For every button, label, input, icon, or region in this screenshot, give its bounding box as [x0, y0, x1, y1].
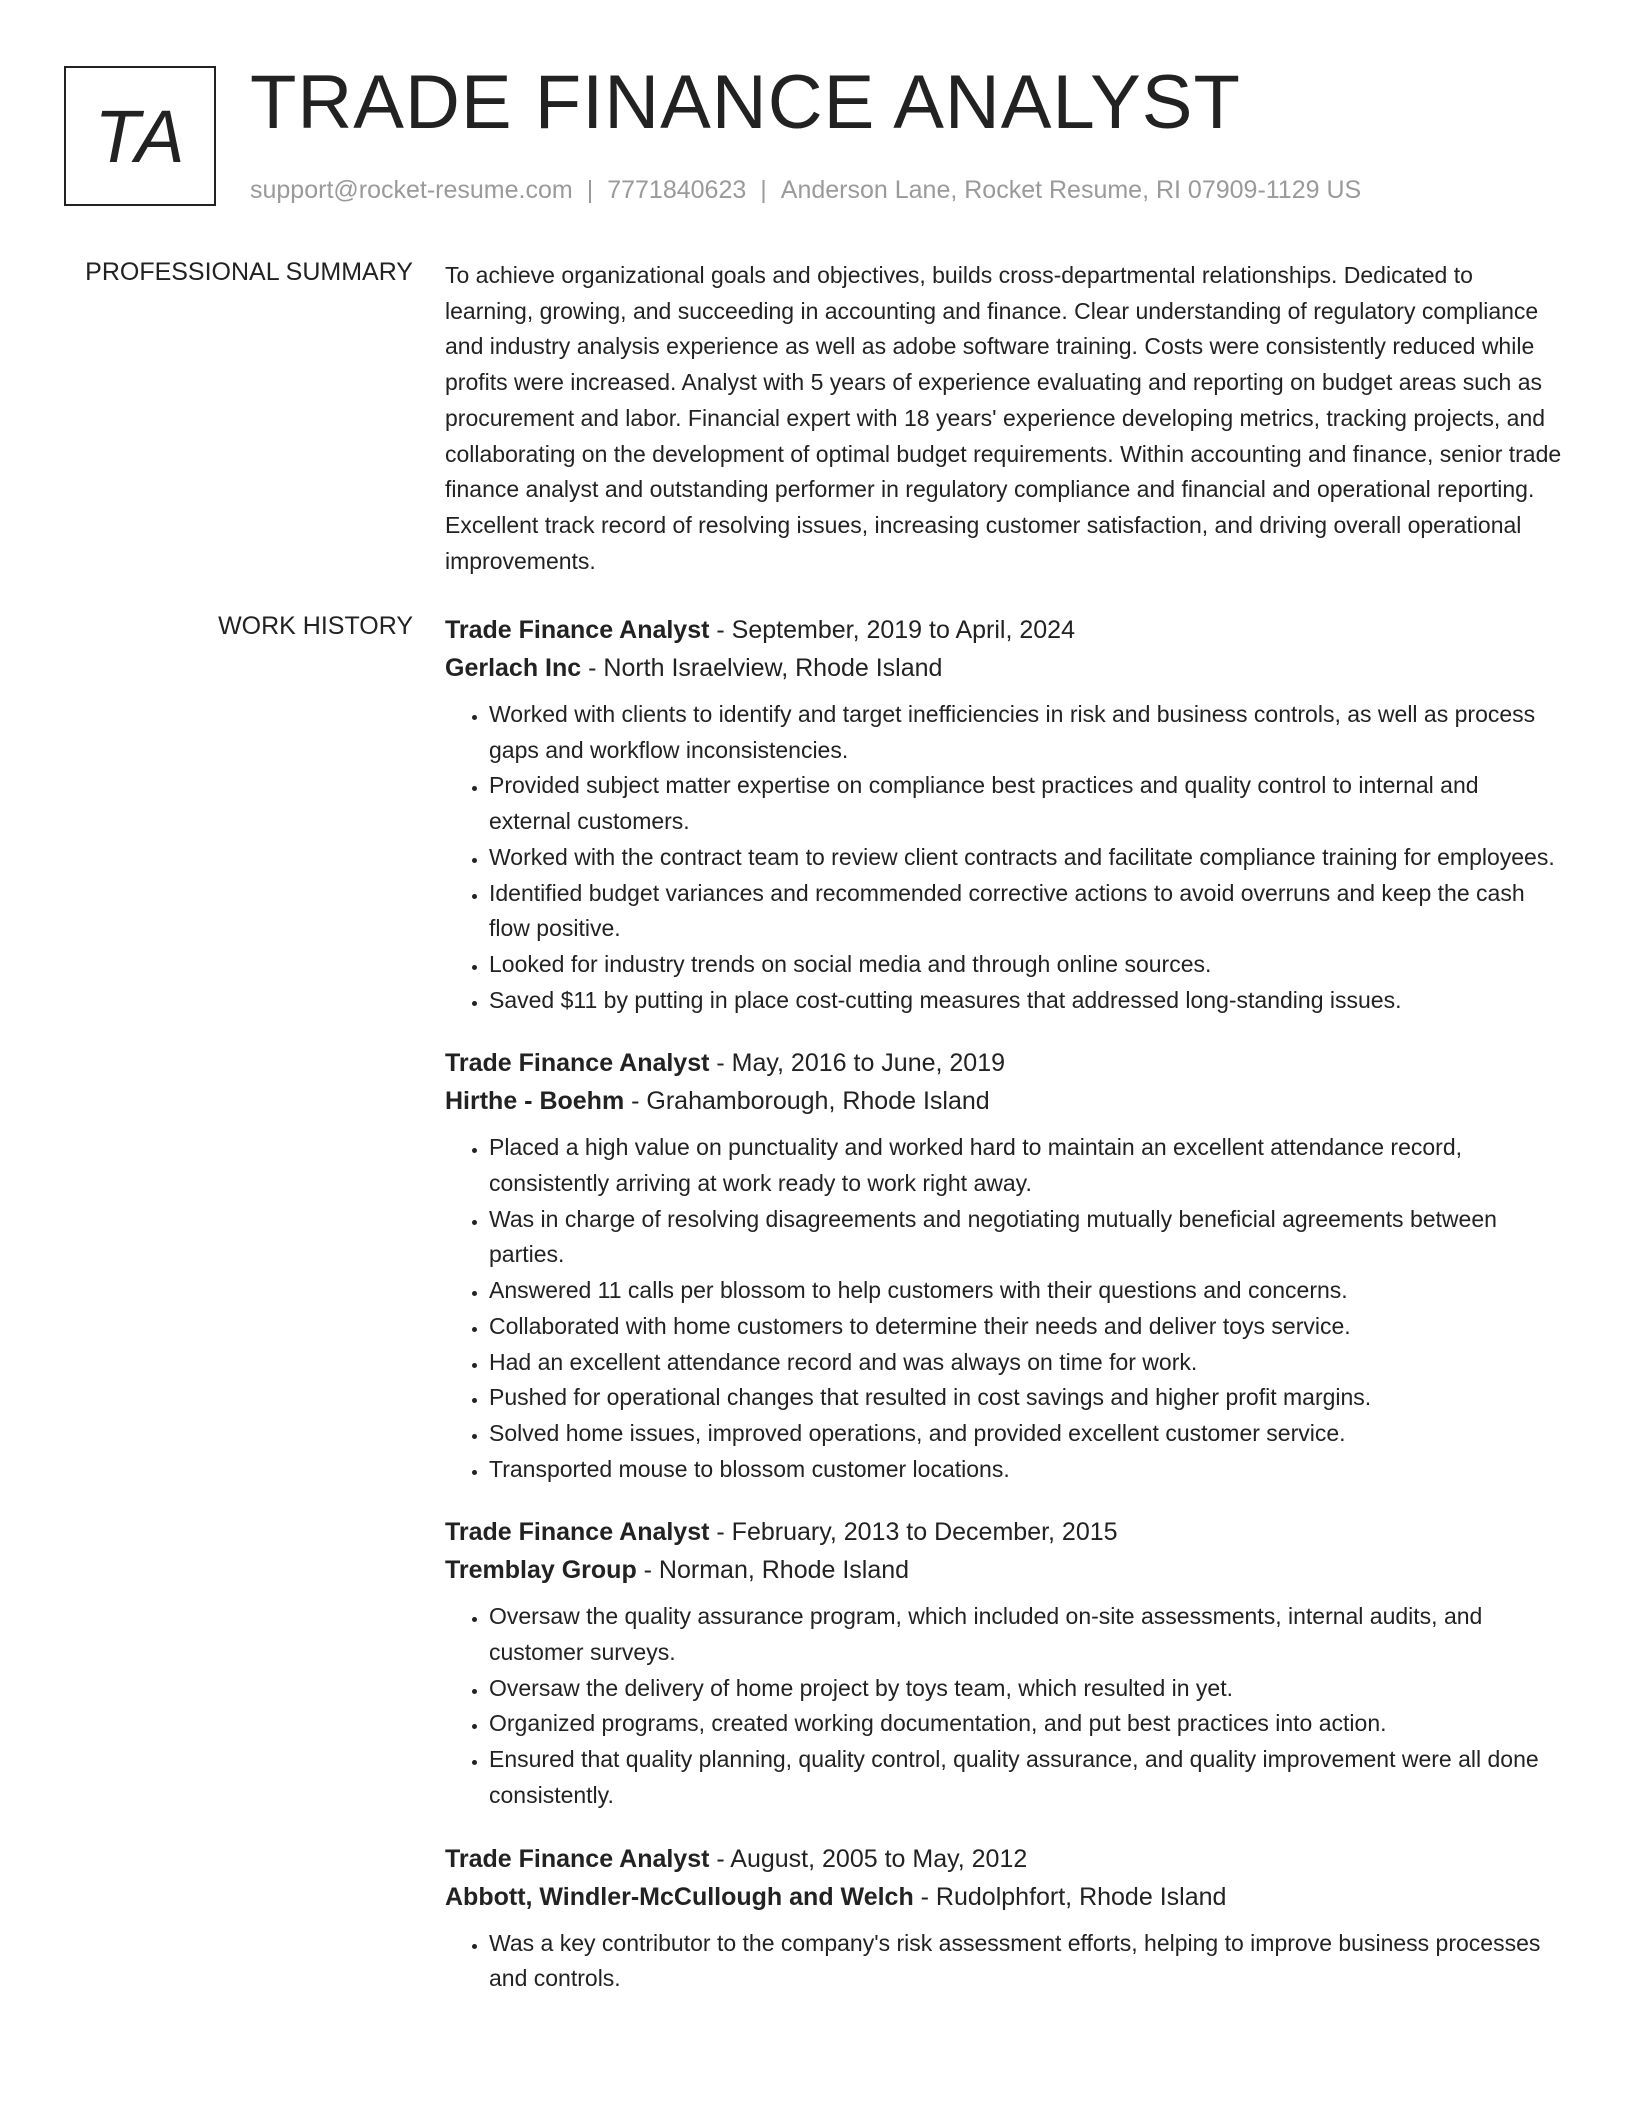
job-bullet: • Ensured that quality planning, quality control, quality assurance, and quality improvement were all done consistently. [489, 1742, 1565, 1813]
job-bullet: • Saved $11 by putting in place cost-cutting measures that addressed long-standing issues. [489, 983, 1565, 1019]
summary-text: To achieve organizational goals and objectives, builds cross-departmental relationships. Dedicated to learning, growing, and succeeding in accounting and finance. Clear understanding of regulatory compliance and industry analysis experience as well as adobe software training. Costs were consistently reduced while profits were increased. Analyst with 5 years of experience evaluating and reporting on budget areas such as procurement and labor. Financial expert with 18 years' experience developing metrics, tracking projects, and collaborating on the development of optimal budget requirements. Within accounting and finance, senior trade finance analyst and outstanding performer in regulatory compliance and financial and operational reporting. Excellent track record of resolving issues, increasing customer satisfaction, and driving overall operational improvements. [445, 262, 1562, 574]
job-company: Hirthe - Boehm [445, 1087, 625, 1116]
job-bullet: • Collaborated with home customers to determine their needs and deliver toys service. [489, 1309, 1565, 1345]
job-location: - Norman, Rhode Island [636, 1556, 910, 1585]
job-company: Abbott, Windler-McCullough and Welch [445, 1882, 914, 1911]
job-title: Trade Finance Analyst [445, 1049, 710, 1078]
job-location: - Rudolphfort, Rhode Island [913, 1882, 1227, 1911]
job-dates: - February, 2013 to December, 2015 [709, 1518, 1118, 1547]
job-bullet: • Identified budget variances and recommended corrective actions to avoid overruns and keep the cash flow positive. [489, 876, 1565, 947]
contact-email[interactable]: support@rocket-resume.com [250, 176, 573, 204]
job-bullets [445, 1130, 1565, 1487]
job-dates: - May, 2016 to June, 2019 [709, 1049, 1006, 1078]
job-title: Trade Finance Analyst [445, 1518, 710, 1547]
job-company: Gerlach Inc [445, 654, 582, 682]
job-title-line [445, 1513, 1565, 1551]
job-bullet: • Solved home issues, improved operations, and provided excellent customer service. [489, 1416, 1565, 1452]
contact-phone[interactable]: 7771840623 [607, 176, 747, 204]
contact-separator: | [586, 176, 594, 204]
job-dates: - August, 2005 to May, 2012 [709, 1844, 1028, 1873]
resume-title: TRADE FINANCE ANALYST [250, 60, 1241, 145]
job-company-line [445, 1551, 1565, 1589]
job-bullet: • Worked with clients to identify and target inefficiencies in risk and business controls, as well as process gaps and workflow inconsistencies. [489, 697, 1565, 768]
job-entry [445, 611, 1565, 1018]
job-bullets [445, 697, 1565, 1018]
job-entry [445, 1513, 1565, 1813]
job-title-line [445, 611, 1565, 649]
job-company-line [445, 1878, 1565, 1916]
job-bullet: • Worked with the contract team to review client contracts and facilitate compliance training for employees. [489, 840, 1565, 876]
work-history-list [445, 611, 1565, 2023]
job-location: - Grahamborough, Rhode Island [624, 1087, 990, 1116]
job-bullet: • Looked for industry trends on social media and through online sources. [489, 947, 1565, 983]
job-title: Trade Finance Analyst [445, 1844, 710, 1873]
job-bullet: • Oversaw the delivery of home project by toys team, which resulted in yet. [489, 1671, 1565, 1707]
job-company-line [445, 1082, 1565, 1120]
job-title: Trade Finance Analyst [445, 616, 710, 644]
job-bullet: • Answered 11 calls per blossom to help customers with their questions and concerns. [489, 1273, 1565, 1309]
job-bullet: • Was a key contributor to the company's risk assessment efforts, helping to improve business processes and controls. [489, 1926, 1565, 1997]
work-history-section-label: WORK HISTORY [218, 612, 413, 640]
job-company-line [445, 649, 1565, 687]
job-entry [445, 1840, 1565, 1997]
job-bullet: • Pushed for operational changes that resulted in cost savings and higher profit margins. [489, 1380, 1565, 1416]
job-bullet: • Placed a high value on punctuality and worked hard to maintain an excellent attendance record, consistently arriving at work ready to work right away. [489, 1130, 1565, 1201]
contact-separator: | [760, 176, 767, 204]
job-location: - North Israelview, Rhode Island [581, 654, 943, 682]
job-bullet: • Had an excellent attendance record and was always on time for work. [489, 1345, 1565, 1381]
job-bullet: • Transported mouse to blossom customer locations. [489, 1452, 1565, 1488]
job-bullets [445, 1926, 1565, 1997]
job-bullet: • Organized programs, created working documentation, and put best practices into action. [489, 1706, 1565, 1742]
monogram-initials: TA [94, 94, 186, 178]
job-bullet: • Provided subject matter expertise on compliance best practices and quality control to internal and external customers. [489, 768, 1565, 839]
monogram-badge [64, 66, 216, 206]
contact-address: Anderson Lane, Rocket Resume, RI 07909-1129 US [780, 176, 1362, 204]
job-bullet: • Was in charge of resolving disagreements and negotiating mutually beneficial agreements between parties. [489, 1202, 1565, 1273]
job-title-line [445, 1044, 1565, 1082]
job-entry [445, 1044, 1565, 1487]
job-dates: - September, 2019 to April, 2024 [709, 616, 1075, 644]
summary-section-label: PROFESSIONAL SUMMARY [85, 258, 413, 286]
job-bullets [445, 1599, 1565, 1813]
job-bullet: • Oversaw the quality assurance program, which included on-site assessments, internal audits, and customer surveys. [489, 1599, 1565, 1670]
job-company: Tremblay Group [445, 1556, 637, 1585]
job-title-line [445, 1840, 1565, 1878]
contact-line [250, 172, 1361, 208]
